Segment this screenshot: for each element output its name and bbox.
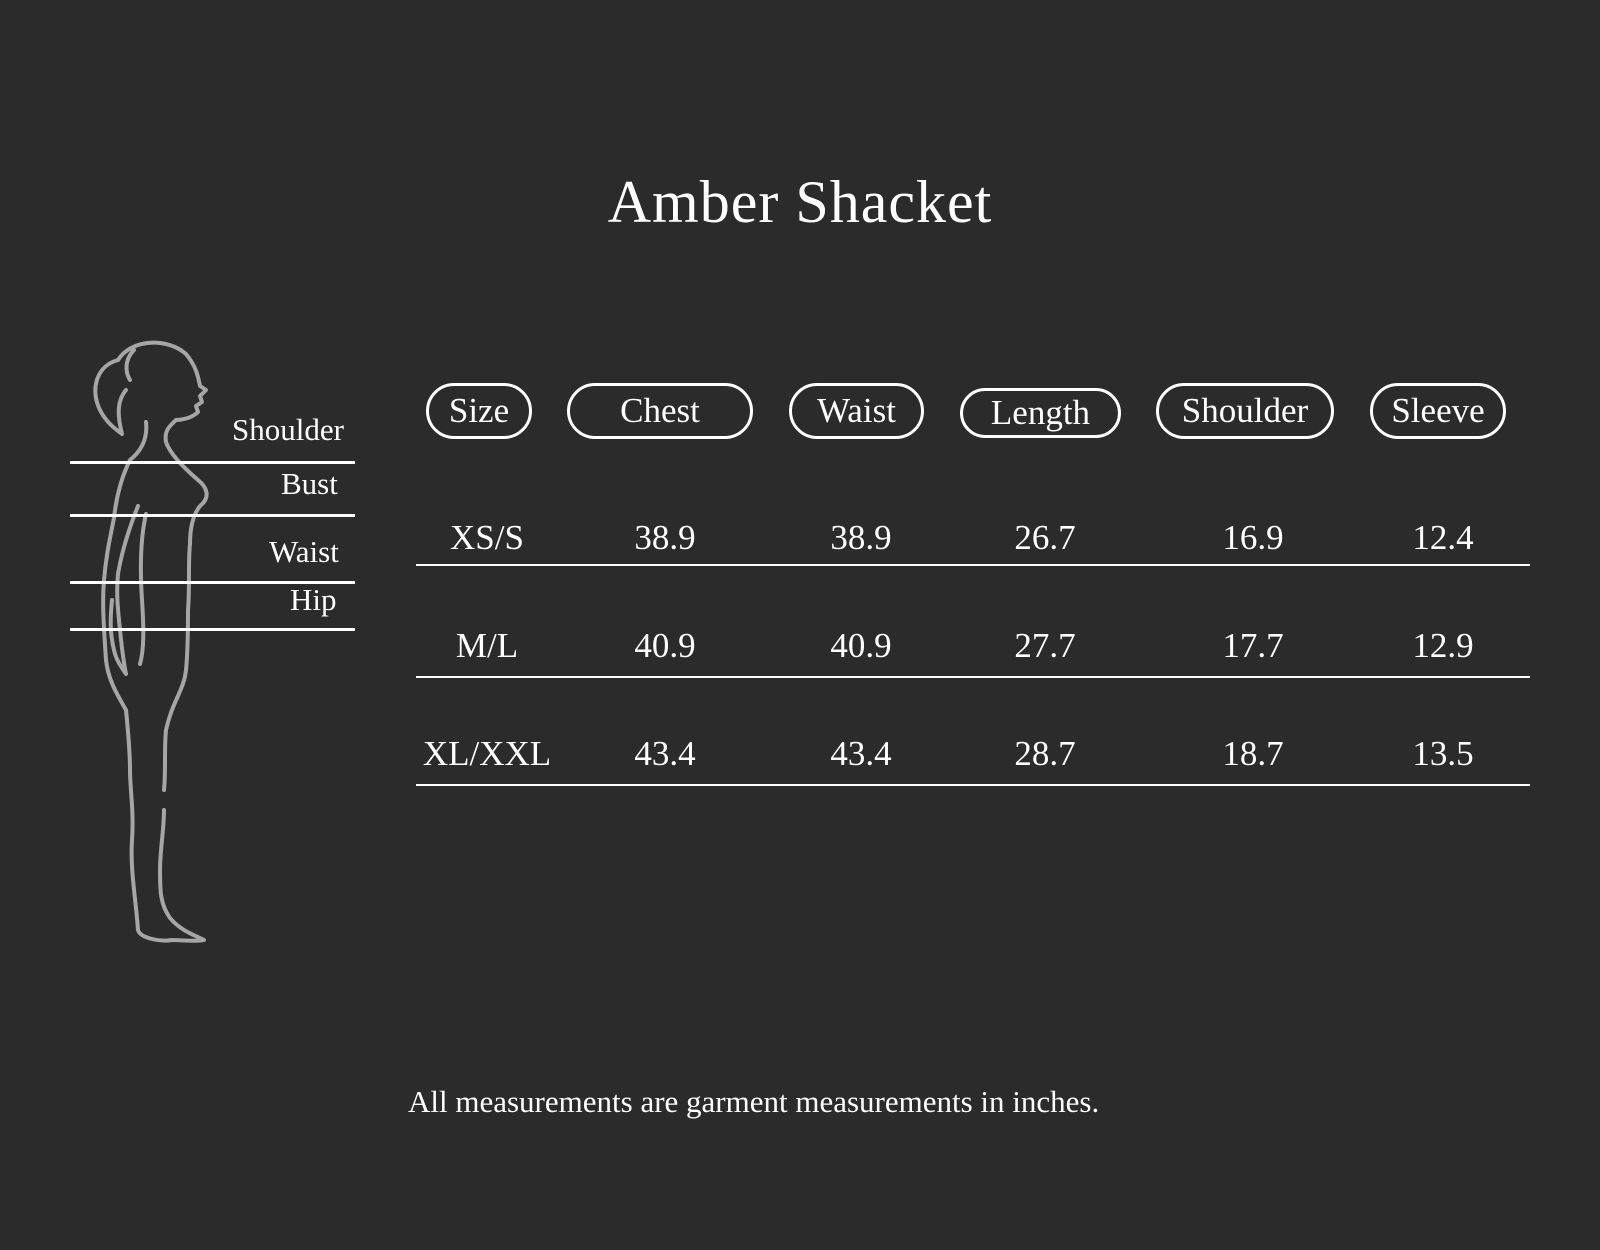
line-hip <box>70 628 355 631</box>
header-waist: Waist <box>789 383 924 439</box>
label-shoulder: Shoulder <box>232 412 344 447</box>
measurement-note: All measurements are garment measurements in inches. <box>408 1084 1100 1119</box>
cell-chest: 40.9 <box>634 626 696 665</box>
label-bust: Bust <box>281 466 338 501</box>
line-shoulder <box>70 461 355 464</box>
page-title: Amber Shacket <box>607 169 993 235</box>
cell-sleeve: 12.9 <box>1412 626 1474 665</box>
line-bust <box>70 514 355 517</box>
header-shoulder: Shoulder <box>1156 383 1334 439</box>
cell-sleeve: 13.5 <box>1412 734 1474 773</box>
row-rule <box>416 676 1530 678</box>
cell-length: 28.7 <box>1014 734 1076 773</box>
cell-size: XS/S <box>450 518 524 557</box>
header-chest: Chest <box>567 383 753 439</box>
body-measurement-diagram <box>60 330 380 970</box>
cell-size: M/L <box>455 626 519 665</box>
label-hip: Hip <box>290 582 337 617</box>
header-length: Length <box>960 388 1121 438</box>
cell-sleeve: 12.4 <box>1412 518 1474 557</box>
cell-shoulder: 18.7 <box>1222 734 1284 773</box>
cell-length: 27.7 <box>1014 626 1076 665</box>
cell-waist: 38.9 <box>830 518 892 557</box>
label-waist: Waist <box>269 534 339 569</box>
cell-chest: 38.9 <box>634 518 696 557</box>
cell-shoulder: 17.7 <box>1222 626 1284 665</box>
cell-chest: 43.4 <box>634 734 696 773</box>
row-rule <box>416 564 1530 566</box>
header-size: Size <box>426 383 532 439</box>
cell-size: XL/XXL <box>422 734 552 773</box>
cell-waist: 43.4 <box>830 734 892 773</box>
cell-waist: 40.9 <box>830 626 892 665</box>
row-rule <box>416 784 1530 786</box>
cell-shoulder: 16.9 <box>1222 518 1284 557</box>
header-sleeve: Sleeve <box>1370 383 1506 439</box>
cell-length: 26.7 <box>1014 518 1076 557</box>
